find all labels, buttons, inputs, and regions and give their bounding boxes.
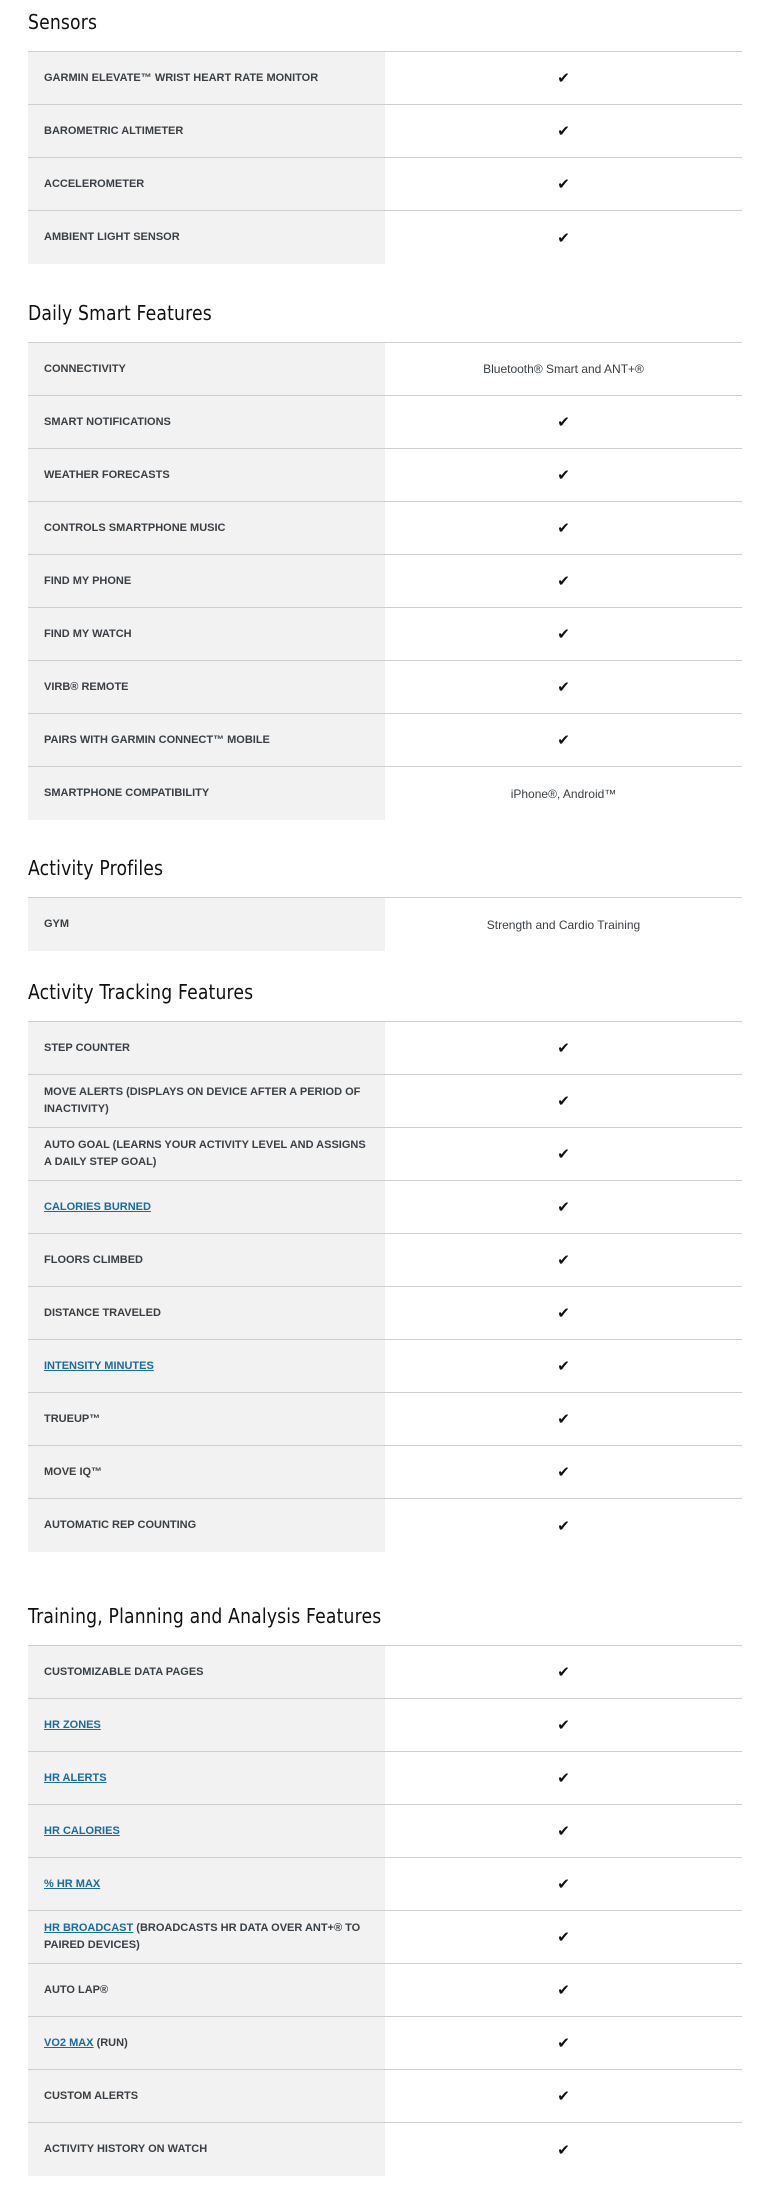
row-value [385, 396, 742, 448]
vo2-max-link[interactable]: VO2 MAX [44, 2036, 94, 2049]
table-row [28, 2070, 742, 2123]
checkmark-icon: ✔ [557, 625, 570, 643]
checkmark-icon: ✔ [557, 1663, 570, 1681]
hr-zones-link[interactable]: HR ZONES [44, 1718, 101, 1731]
row-label [28, 1340, 385, 1392]
row-label: CONTROLS SMARTPHONE MUSIC [28, 502, 385, 554]
table-row [28, 1446, 742, 1499]
table-row [28, 1340, 742, 1393]
checkmark-icon: ✔ [557, 413, 570, 431]
row-value [385, 1234, 742, 1286]
checkmark-icon: ✔ [557, 2034, 570, 2052]
row-value [385, 661, 742, 713]
row-label: STEP COUNTER [28, 1022, 385, 1074]
row-label: FIND MY PHONE [28, 555, 385, 607]
row-label: SMART NOTIFICATIONS [28, 396, 385, 448]
table-row [28, 767, 742, 820]
checkmark-icon: ✔ [557, 1928, 570, 1946]
row-label: AUTO LAP® [28, 1964, 385, 2016]
row-value [385, 1446, 742, 1498]
checkmark-icon: ✔ [557, 69, 570, 87]
row-value [385, 502, 742, 554]
row-label: TRUEUP™ [28, 1393, 385, 1445]
checkmark-icon: ✔ [557, 228, 570, 247]
row-value [385, 1805, 742, 1857]
row-value [385, 1499, 742, 1552]
checkmark-icon: ✔ [557, 1875, 570, 1893]
table-row [28, 105, 742, 158]
table-row [28, 1181, 742, 1234]
table-row [28, 396, 742, 449]
row-value [385, 608, 742, 660]
row-label [28, 1805, 385, 1857]
checkmark-icon: ✔ [557, 1410, 570, 1428]
section-title: Activity Profiles [28, 856, 164, 880]
row-value: Strength and Cardio Training [486, 917, 641, 932]
intensity-minutes-link[interactable]: INTENSITY MINUTES [44, 1359, 154, 1372]
row-value [385, 1075, 742, 1127]
checkmark-icon: ✔ [557, 1769, 570, 1787]
table-row [28, 158, 742, 211]
row-value [385, 1340, 742, 1392]
row-value [385, 1287, 742, 1339]
table-row [28, 1752, 742, 1805]
table-row [28, 1964, 742, 2017]
spec-table [28, 1021, 742, 1552]
section-title: Activity Tracking Features [28, 980, 254, 1004]
table-row [28, 898, 742, 951]
spec-table [28, 1645, 742, 2176]
row-label: HR BROADCAST (BROADCASTS HR DATA OVER ANT+® TO PAIRED DEVICES) [28, 1911, 385, 1963]
table-row [28, 1911, 742, 1964]
table-row [28, 1234, 742, 1287]
section-title: Training, Planning and Analysis Features [28, 1604, 382, 1628]
table-row [28, 1287, 742, 1340]
row-value [385, 555, 742, 607]
row-label: CONNECTIVITY [28, 343, 385, 395]
table-row [28, 1699, 742, 1752]
row-value [385, 714, 742, 766]
row-label: ACCELEROMETER [28, 158, 385, 210]
row-value [385, 1699, 742, 1751]
row-value [385, 2017, 742, 2069]
table-row [28, 661, 742, 714]
table-row [28, 1022, 742, 1075]
row-value [385, 1858, 742, 1910]
row-label: DISTANCE TRAVELED [28, 1287, 385, 1339]
table-row [28, 555, 742, 608]
row-value [385, 158, 742, 210]
table-row [28, 52, 742, 105]
row-value [385, 2070, 742, 2122]
table-row [28, 1858, 742, 1911]
table-row [28, 1646, 742, 1699]
checkmark-icon: ✔ [557, 572, 570, 590]
row-label: MOVE ALERTS (DISPLAYS ON DEVICE AFTER A PERIOD OF INACTIVITY) [28, 1075, 385, 1127]
row-label: GARMIN ELEVATE™ WRIST HEART RATE MONITOR [28, 52, 385, 104]
spec-table [28, 897, 742, 951]
row-value [385, 1964, 742, 2016]
row-label: PAIRS WITH GARMIN CONNECT™ MOBILE [28, 714, 385, 766]
checkmark-icon: ✔ [557, 1039, 570, 1057]
table-row [28, 2017, 742, 2070]
checkmark-icon: ✔ [557, 1198, 570, 1216]
table-row [28, 449, 742, 502]
checkmark-icon: ✔ [557, 466, 570, 484]
section-title: Daily Smart Features [28, 301, 212, 325]
table-row [28, 1805, 742, 1858]
row-label: MOVE IQ™ [28, 1446, 385, 1498]
row-label: AUTO GOAL (LEARNS YOUR ACTIVITY LEVEL AND ASSIGNS A DAILY STEP GOAL) [28, 1128, 385, 1180]
section-title: Sensors [28, 10, 98, 34]
checkmark-icon: ✔ [557, 1357, 570, 1375]
row-label: ACTIVITY HISTORY ON WATCH [28, 2123, 385, 2176]
calories-burned-link[interactable]: CALORIES BURNED [44, 1200, 151, 1213]
table-row [28, 608, 742, 661]
hr-max-link[interactable]: % HR MAX [44, 1877, 101, 1890]
hr-calories-link[interactable]: HR CALORIES [44, 1824, 120, 1837]
row-value: Bluetooth® Smart and ANT+® [483, 362, 644, 376]
row-value [385, 1911, 742, 1963]
checkmark-icon: ✔ [557, 1251, 570, 1269]
checkmark-icon: ✔ [557, 175, 570, 193]
table-row [28, 714, 742, 767]
row-value [385, 211, 742, 264]
row-value [385, 1752, 742, 1804]
row-label [28, 1181, 385, 1233]
hr-alerts-link[interactable]: HR ALERTS [44, 1771, 107, 1784]
table-row [28, 2123, 742, 2176]
table-row [28, 343, 742, 396]
table-row [28, 1393, 742, 1446]
table-row [28, 211, 742, 264]
row-value [385, 2123, 742, 2176]
checkmark-icon: ✔ [557, 678, 570, 696]
checkmark-icon: ✔ [557, 2140, 570, 2159]
row-label: FIND MY WATCH [28, 608, 385, 660]
row-label [28, 1858, 385, 1910]
checkmark-icon: ✔ [557, 1716, 570, 1734]
checkmark-icon: ✔ [557, 1516, 570, 1535]
row-label: SMARTPHONE COMPATIBILITY [28, 767, 385, 820]
row-value [385, 105, 742, 157]
checkmark-icon: ✔ [557, 122, 570, 140]
checkmark-icon: ✔ [557, 519, 570, 537]
row-value [385, 1022, 742, 1074]
row-label: CUSTOM ALERTS [28, 2070, 385, 2122]
row-value [385, 52, 742, 104]
table-row [28, 1075, 742, 1128]
row-label: AMBIENT LIGHT SENSOR [28, 211, 385, 264]
row-value [385, 1181, 742, 1233]
row-label: VIRB® REMOTE [28, 661, 385, 713]
table-row [28, 1128, 742, 1181]
row-label: GYM [28, 898, 385, 951]
checkmark-icon: ✔ [557, 1463, 570, 1481]
row-value: iPhone®, Android™ [510, 786, 617, 801]
row-label: WEATHER FORECASTS [28, 449, 385, 501]
checkmark-icon: ✔ [557, 1822, 570, 1840]
row-label: FLOORS CLIMBED [28, 1234, 385, 1286]
row-label [28, 1699, 385, 1751]
row-label: CUSTOMIZABLE DATA PAGES [28, 1646, 385, 1698]
checkmark-icon: ✔ [557, 1145, 570, 1163]
row-value [385, 1646, 742, 1698]
row-value [385, 1393, 742, 1445]
checkmark-icon: ✔ [557, 1304, 570, 1322]
row-value [385, 1128, 742, 1180]
checkmark-icon: ✔ [557, 731, 570, 749]
spec-table [28, 51, 742, 264]
checkmark-icon: ✔ [557, 1092, 570, 1110]
row-label [28, 1752, 385, 1804]
table-row [28, 1499, 742, 1552]
hr-broadcast-link[interactable]: HR BROADCAST [44, 1922, 134, 1934]
row-label: VO2 MAX (RUN) [28, 2017, 385, 2069]
checkmark-icon: ✔ [557, 1981, 570, 1999]
row-label: BAROMETRIC ALTIMETER [28, 105, 385, 157]
spec-table [28, 342, 742, 820]
row-label: AUTOMATIC REP COUNTING [28, 1499, 385, 1552]
row-value [385, 449, 742, 501]
table-row [28, 502, 742, 555]
checkmark-icon: ✔ [557, 2087, 570, 2105]
